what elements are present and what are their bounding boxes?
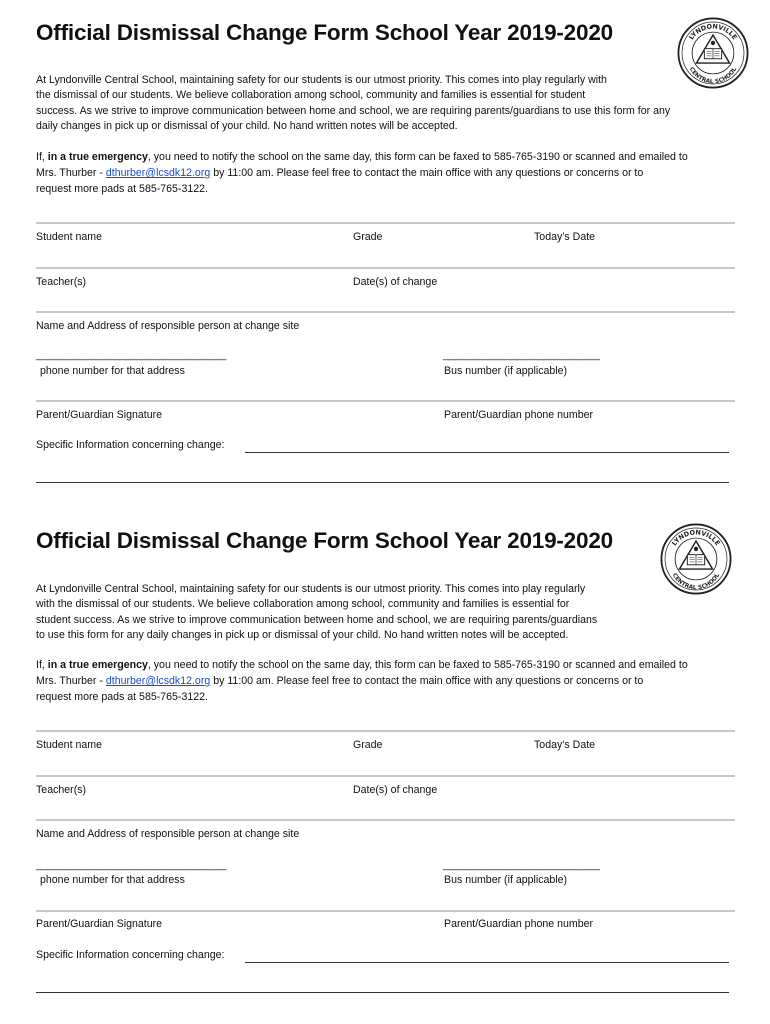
guardian-phone-label: Parent/Guardian phone number xyxy=(444,918,594,930)
svg-text:CENTRAL SCHOOL: CENTRAL SCHOOL xyxy=(687,66,739,86)
request-pads-text: request more pads at 585-765-3122. xyxy=(36,691,208,704)
contact-name: Mrs. Thurber - xyxy=(36,167,106,180)
intro-line: to use this form for any daily changes in pick up or dismissal of your child. No hand written notes will be accepted. xyxy=(36,629,569,642)
contact-name: Mrs. Thurber - xyxy=(36,675,106,688)
form-title: Official Dismissal Change Form School Year 2019-2020 xyxy=(36,528,613,553)
emergency-text: , you need to notify the school on the same day, this form can be faxed to 585-765-3190 or scanned and emailed to xyxy=(147,151,688,163)
specific-info-line[interactable] xyxy=(245,452,729,453)
intro-line: success. As we strive to improve communication between home and school, we are requiring parents/guardians to use this form for any xyxy=(36,104,671,117)
emergency-bold: in a true emergency xyxy=(47,151,148,163)
grade-label: Grade xyxy=(353,231,383,243)
guardian-signature-label: Parent/Guardian Signature xyxy=(36,918,163,930)
grade-label: Grade xyxy=(353,739,383,751)
phone-number-label: phone number for that address xyxy=(40,874,185,886)
emergency-paragraph xyxy=(36,149,746,198)
student-name-label: Student name xyxy=(36,231,102,243)
specific-info-label: Specific Information concerning change: xyxy=(36,949,225,961)
bus-number-label: Bus number (if applicable) xyxy=(444,874,568,886)
email-link[interactable]: dthurber@lcsdk12.org xyxy=(105,675,211,688)
bus-number-label: Bus number (if applicable) xyxy=(444,365,568,377)
intro-line: daily changes in pick up or dismissal of your child. No hand written notes will be accepted. xyxy=(36,120,458,133)
email-link[interactable]: dthurber@lcsdk12.org xyxy=(105,167,211,180)
contact-deadline: by 11:00 am. Please feel free to contact the main office with any questions or concerns or to xyxy=(210,675,644,688)
divider xyxy=(36,222,735,224)
intro-line: with the dismissal of our students. We believe collaboration among school, community and families is essential for xyxy=(36,598,570,611)
divider xyxy=(36,400,735,402)
phone-number-blank[interactable]: __________________________________ xyxy=(36,349,227,361)
specific-info-label: Specific Information concerning change: xyxy=(36,439,225,451)
teachers-label: Teacher(s) xyxy=(36,784,87,796)
svg-text:LYNDONVILLE: LYNDONVILLE xyxy=(670,528,722,548)
bus-number-blank[interactable]: ____________________________ xyxy=(443,859,600,871)
divider xyxy=(36,910,735,912)
request-pads-text: request more pads at 585-765-3122. xyxy=(36,183,208,196)
divider xyxy=(36,819,735,821)
bus-number-blank[interactable]: ____________________________ xyxy=(443,349,600,361)
phone-number-label: phone number for that address xyxy=(40,365,185,377)
intro-line: student success. As we strive to improve communication between home and school, we are requiring parents/guardians xyxy=(36,613,598,626)
dates-of-change-label: Date(s) of change xyxy=(353,784,438,796)
contact-deadline: by 11:00 am. Please feel free to contact the main office with any questions or concerns or to xyxy=(210,167,644,180)
specific-info-line[interactable] xyxy=(245,962,729,963)
responsible-person-label: Name and Address of responsible person at change site xyxy=(36,828,300,840)
divider xyxy=(36,311,735,313)
guardian-signature-label: Parent/Guardian Signature xyxy=(36,409,163,421)
dismissal-form-1 xyxy=(0,0,770,508)
specific-info-line[interactable] xyxy=(36,992,729,993)
intro-paragraph xyxy=(36,73,726,135)
phone-number-blank[interactable]: __________________________________ xyxy=(36,859,227,871)
guardian-phone-label: Parent/Guardian phone number xyxy=(444,409,594,421)
intro-line: At Lyndonville Central School, maintaining safety for our students is our utmost priority. This comes into play regularly with xyxy=(36,74,607,86)
svg-text:CENTRAL SCHOOL: CENTRAL SCHOOL xyxy=(670,572,722,592)
emergency-prefix: If, xyxy=(36,151,48,163)
divider xyxy=(36,775,735,777)
svg-text:LYNDONVILLE: LYNDONVILLE xyxy=(687,22,739,42)
dismissal-form-2 xyxy=(0,509,770,1017)
divider xyxy=(36,730,735,732)
student-name-label: Student name xyxy=(36,739,102,751)
intro-paragraph xyxy=(36,582,726,644)
todays-date-label: Today’s Date xyxy=(534,231,596,243)
emergency-bold: in a true emergency xyxy=(47,659,148,671)
form-title: Official Dismissal Change Form School Year 2019-2020 xyxy=(36,20,613,45)
teachers-label: Teacher(s) xyxy=(36,276,87,288)
divider xyxy=(36,267,735,269)
emergency-prefix: If, xyxy=(36,659,48,671)
dates-of-change-label: Date(s) of change xyxy=(353,276,438,288)
todays-date-label: Today’s Date xyxy=(534,739,596,751)
responsible-person-label: Name and Address of responsible person at change site xyxy=(36,320,300,332)
emergency-text: , you need to notify the school on the same day, this form can be faxed to 585-765-3190 or scanned and emailed to xyxy=(147,659,688,671)
specific-info-line[interactable] xyxy=(36,482,729,483)
intro-line: At Lyndonville Central School, maintaining safety for our students is our utmost priority. This comes into play regularly xyxy=(36,583,586,595)
intro-line: the dismissal of our students. We believe collaboration among school, community and families is essential for student xyxy=(36,89,586,102)
emergency-paragraph xyxy=(36,657,746,706)
